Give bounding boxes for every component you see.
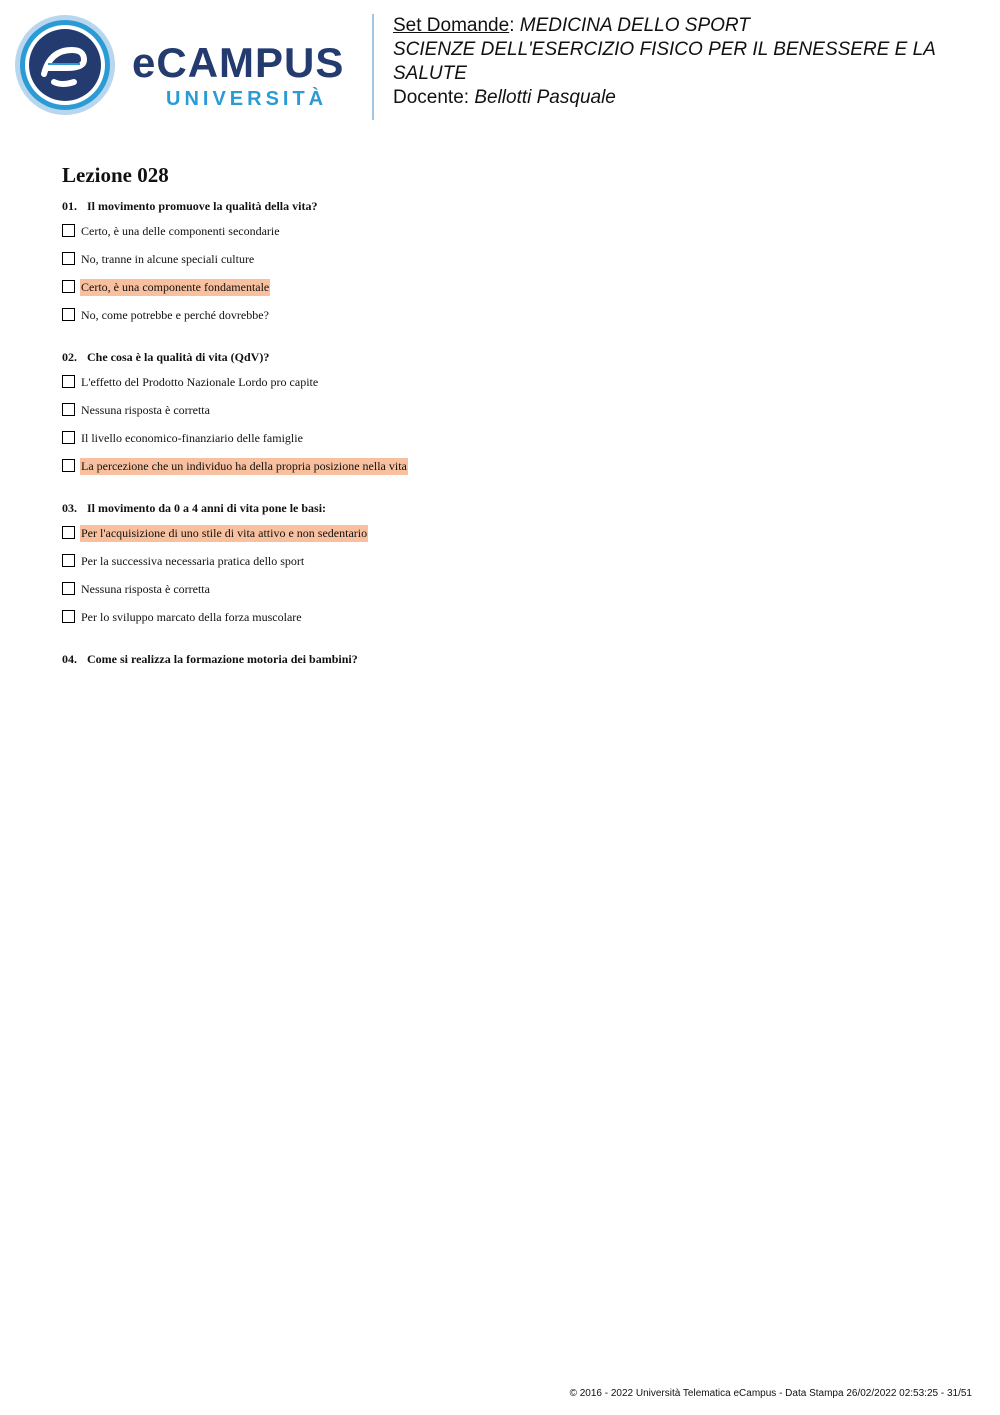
answer-checkbox[interactable] (62, 459, 75, 472)
ecampus-emblem-icon (14, 14, 116, 116)
answer-list (62, 222, 962, 334)
set-label: Set Domande (393, 15, 510, 36)
ecampus-subtitle: UNIVERSITÀ (166, 88, 328, 110)
answer-text: Certo, è una componente fondamentale (81, 280, 270, 294)
answer-checkbox[interactable] (62, 252, 75, 265)
answer-text: Per l'acquisizione di uno stile di vita attivo e non sedentario (81, 526, 368, 540)
answer-text: Il livello economico-finanziario delle famiglie (81, 431, 303, 445)
answer-text: Per la successiva necessaria pratica dello sport (81, 554, 305, 568)
page-footer: © 2016 - 2022 Università Telematica eCampus - Data Stampa 26/02/2022 02:53:25 - 31/51 (569, 1388, 972, 1399)
question-block (62, 651, 962, 667)
answer-option-correct (62, 524, 962, 552)
answer-checkbox[interactable] (62, 526, 75, 539)
answer-option (62, 608, 962, 636)
lesson-title: Lezione 028 (62, 163, 169, 187)
answer-text: La percezione che un individuo ha della propria posizione nella vita (81, 459, 407, 473)
ecampus-wordmark: eCAMPUS (132, 39, 345, 86)
answer-list (62, 373, 962, 485)
answer-list (62, 524, 962, 636)
answer-checkbox[interactable] (62, 403, 75, 416)
answer-option (62, 429, 962, 457)
answer-text: No, tranne in alcune speciali culture (81, 252, 255, 266)
question-text: Il movimento promuove la qualità della vita? (87, 199, 318, 213)
answer-text: Nessuna risposta è corretta (81, 582, 210, 596)
answer-checkbox[interactable] (62, 582, 75, 595)
answer-text: L'effetto del Prodotto Nazionale Lordo pro capite (81, 375, 319, 389)
answer-text: No, come potrebbe e perché dovrebbe? (81, 308, 269, 322)
answer-checkbox[interactable] (62, 554, 75, 567)
answer-text: Per lo sviluppo marcato della forza muscolare (81, 610, 302, 624)
answer-option (62, 580, 962, 608)
question-number: 03. (62, 501, 77, 515)
question-number: 02. (62, 350, 77, 364)
course-title: MEDICINA DELLO SPORT (519, 15, 750, 36)
answer-option (62, 222, 962, 250)
question-number: 04. (62, 652, 77, 666)
answer-checkbox[interactable] (62, 308, 75, 321)
answer-checkbox[interactable] (62, 610, 75, 623)
answer-option-correct (62, 278, 962, 306)
question-text: Che cosa è la qualità di vita (QdV)? (87, 350, 270, 364)
question-title (62, 198, 962, 214)
question-text: Come si realizza la formazione motoria dei bambini? (87, 652, 358, 666)
question-title (62, 651, 962, 667)
answer-checkbox[interactable] (62, 431, 75, 444)
degree-title: SCIENZE DELL'ESERCIZIO FISICO PER IL BENESSERE E LA SALUTE (393, 39, 936, 84)
question-block (62, 198, 962, 334)
question-title (62, 349, 962, 365)
answer-checkbox[interactable] (62, 375, 75, 388)
answer-option (62, 401, 962, 429)
teacher-line (393, 86, 983, 110)
answer-option (62, 306, 962, 334)
teacher-name: Bellotti Pasquale (474, 87, 616, 108)
header-divider (372, 14, 374, 120)
answer-option (62, 250, 962, 278)
question-number: 01. (62, 199, 77, 213)
answer-option-correct (62, 457, 962, 485)
question-block (62, 349, 962, 485)
question-text: Il movimento da 0 a 4 anni di vita pone le basi: (87, 501, 327, 515)
course-info (393, 14, 983, 110)
answer-option (62, 552, 962, 580)
page-header (0, 0, 1000, 130)
answer-text: Nessuna risposta è corretta (81, 403, 210, 417)
answer-checkbox[interactable] (62, 224, 75, 237)
answer-checkbox[interactable] (62, 280, 75, 293)
question-title (62, 500, 962, 516)
answer-option (62, 373, 962, 401)
teacher-label: Docente: (393, 87, 470, 108)
question-block (62, 500, 962, 636)
answer-text: Certo, è una delle componenti secondarie (81, 224, 280, 238)
set-line: Set Domande: MEDICINA DELLO SPORT (393, 15, 750, 36)
